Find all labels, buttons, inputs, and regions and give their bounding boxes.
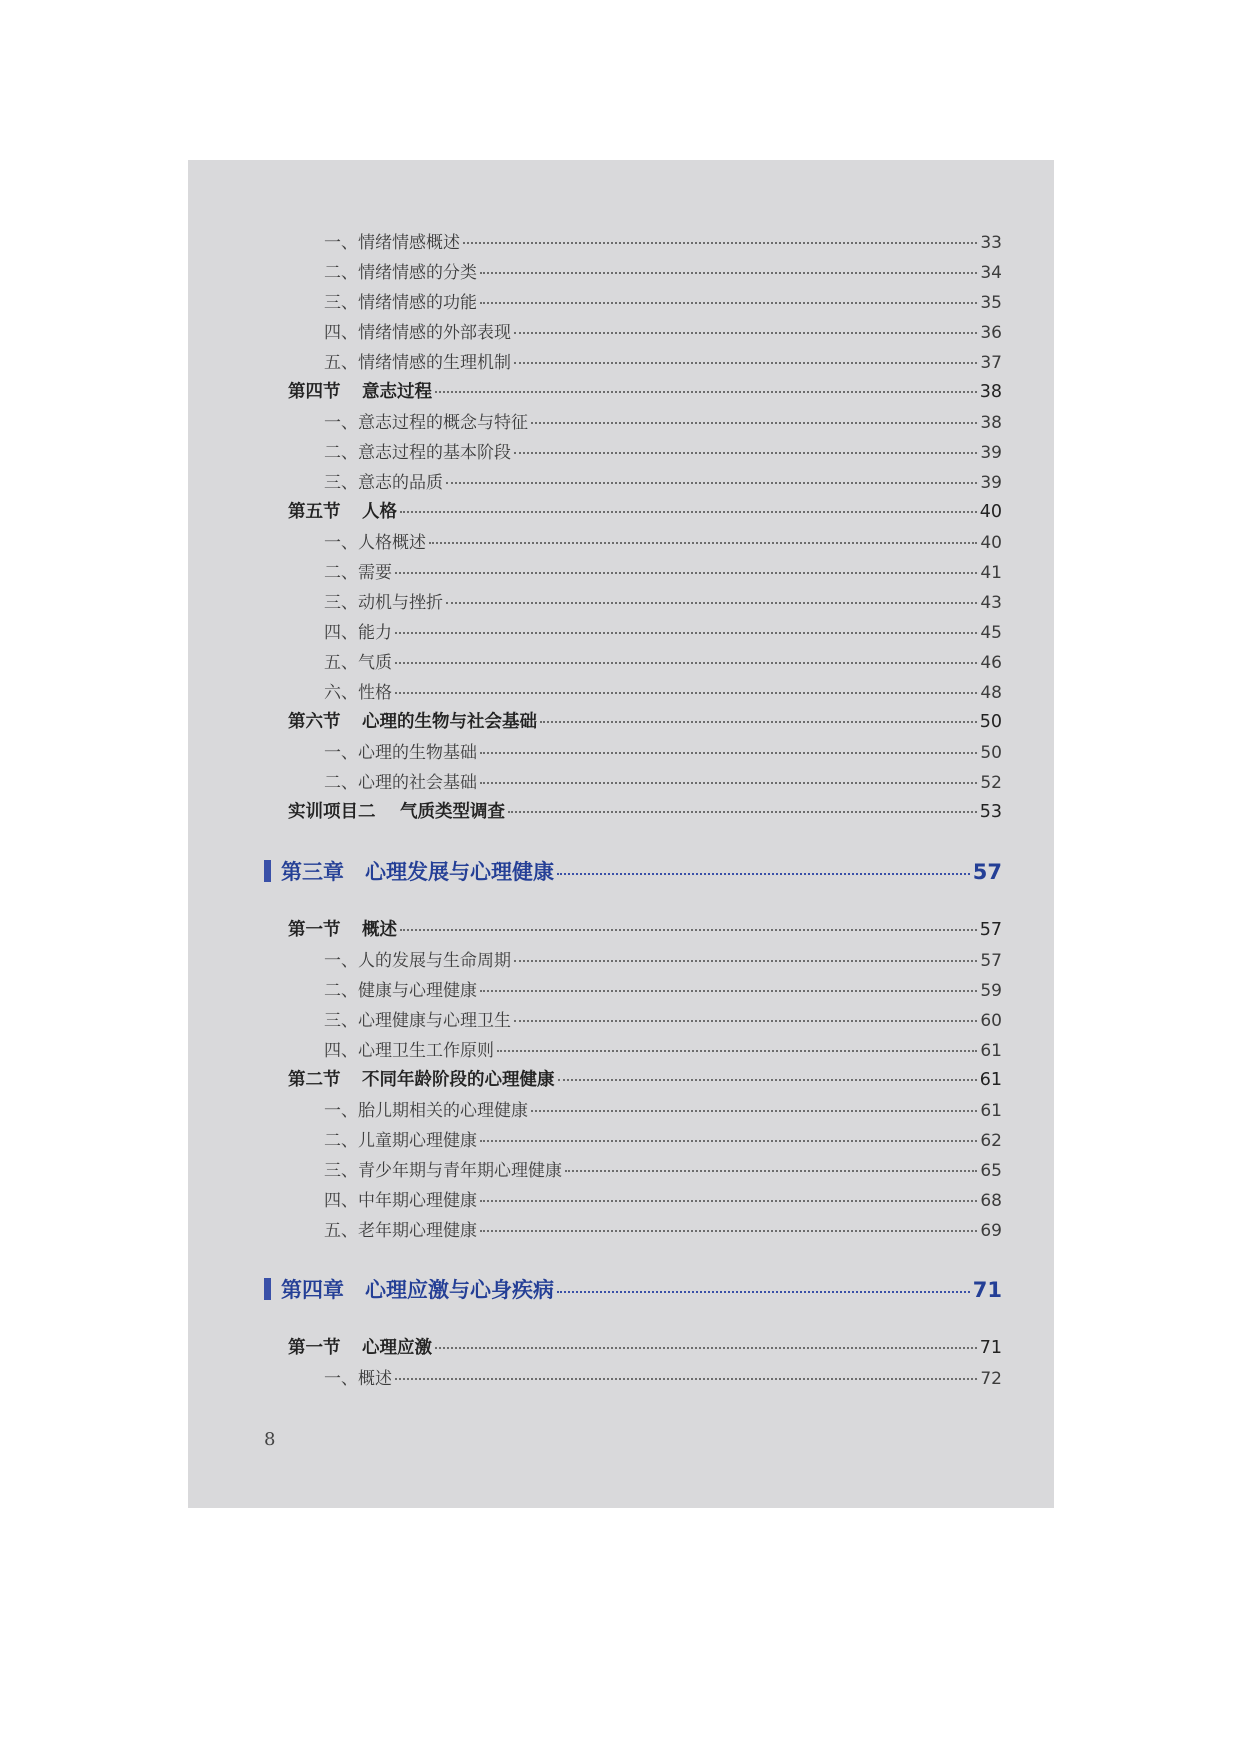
section-number: 第一节 <box>288 920 341 940</box>
entry-page: 57 <box>980 951 1002 971</box>
dot-leader <box>480 1140 977 1142</box>
dot-leader <box>531 1110 977 1112</box>
toc-entry <box>324 468 1002 493</box>
dot-leader <box>508 811 977 813</box>
toc-chapter <box>264 1274 1002 1304</box>
entry-number: 二、 <box>324 563 358 583</box>
toc-entry <box>324 228 1002 253</box>
toc-entry <box>324 528 1002 553</box>
entry-title: 青少年期与青年期心理健康 <box>358 1161 562 1181</box>
dot-leader <box>514 362 977 364</box>
dot-leader <box>435 391 977 393</box>
toc-section <box>288 1066 1002 1091</box>
toc-entry <box>324 1364 1002 1389</box>
entry-number: 三、 <box>324 593 358 613</box>
toc-section <box>288 1334 1002 1359</box>
chapter-marker-bar <box>264 860 271 882</box>
entry-title: 心理健康与心理卫生 <box>358 1011 511 1031</box>
section-page: 38 <box>979 382 1002 402</box>
entry-page: 34 <box>980 263 1002 283</box>
section-page: 71 <box>979 1338 1002 1358</box>
entry-title: 儿童期心理健康 <box>358 1131 477 1151</box>
entry-title: 概述 <box>358 1369 392 1389</box>
toc-entry <box>324 1186 1002 1211</box>
page-number: 8 <box>264 1429 276 1450</box>
entry-page: 37 <box>980 353 1002 373</box>
entry-title: 情绪情感概述 <box>358 233 460 253</box>
toc-entry <box>324 1036 1002 1061</box>
entry-page: 61 <box>980 1041 1002 1061</box>
dot-leader <box>480 1200 977 1202</box>
toc-chapter <box>264 856 1002 886</box>
dot-leader <box>395 572 977 574</box>
entry-number: 一、 <box>324 233 358 253</box>
dot-leader <box>435 1347 977 1349</box>
toc-entry <box>324 258 1002 283</box>
toc-entry <box>324 618 1002 643</box>
project-title: 气质类型调查 <box>400 802 505 822</box>
section-number: 第五节 <box>288 502 341 522</box>
section-title: 人格 <box>362 502 397 522</box>
entry-page: 69 <box>980 1221 1002 1241</box>
dot-leader <box>565 1170 977 1172</box>
entry-page: 62 <box>980 1131 1002 1151</box>
entry-page: 38 <box>980 413 1002 433</box>
dot-leader <box>514 960 977 962</box>
toc-entry <box>324 738 1002 763</box>
toc-entry <box>324 976 1002 1001</box>
entry-title: 情绪情感的功能 <box>358 293 477 313</box>
entry-title: 意志过程的基本阶段 <box>358 443 511 463</box>
entry-number: 四、 <box>324 323 358 343</box>
dot-leader <box>480 302 977 304</box>
entry-page: 43 <box>980 593 1002 613</box>
chapter-title: 心理应激与心身疾病 <box>365 1278 554 1302</box>
chapter-page: 71 <box>972 1278 1002 1302</box>
section-number: 第一节 <box>288 1338 341 1358</box>
entry-page: 46 <box>980 653 1002 673</box>
dot-leader <box>480 990 977 992</box>
entry-title: 人的发展与生命周期 <box>358 951 511 971</box>
dot-leader <box>463 242 977 244</box>
entry-number: 三、 <box>324 1161 358 1181</box>
entry-number: 二、 <box>324 263 358 283</box>
section-number: 第六节 <box>288 712 341 732</box>
entry-title: 情绪情感的生理机制 <box>358 353 511 373</box>
section-title: 心理应激 <box>362 1338 432 1358</box>
entry-number: 二、 <box>324 443 358 463</box>
dot-leader <box>558 1079 977 1081</box>
toc-entry <box>324 288 1002 313</box>
entry-title: 胎儿期相关的心理健康 <box>358 1101 528 1121</box>
dot-leader <box>514 452 977 454</box>
toc-entry <box>324 946 1002 971</box>
entry-number: 四、 <box>324 1191 358 1211</box>
section-page: 50 <box>979 712 1002 732</box>
entry-title: 心理的社会基础 <box>358 773 477 793</box>
dot-leader <box>429 542 977 544</box>
chapter-number: 第四章 <box>281 1278 344 1302</box>
toc-entry <box>324 1006 1002 1031</box>
entry-title: 能力 <box>358 623 392 643</box>
entry-title: 心理卫生工作原则 <box>358 1041 494 1061</box>
toc-section <box>288 378 1002 403</box>
entry-page: 72 <box>980 1369 1002 1389</box>
entry-page: 65 <box>980 1161 1002 1181</box>
entry-page: 61 <box>980 1101 1002 1121</box>
dot-leader <box>395 662 977 664</box>
section-page: 57 <box>979 920 1002 940</box>
entry-title: 情绪情感的分类 <box>358 263 477 283</box>
entry-number: 三、 <box>324 293 358 313</box>
dot-leader <box>400 929 977 931</box>
entry-title: 意志的品质 <box>358 473 443 493</box>
section-number: 第二节 <box>288 1070 341 1090</box>
entry-page: 39 <box>980 473 1002 493</box>
dot-leader <box>540 721 977 723</box>
dot-leader <box>395 692 977 694</box>
project-page: 53 <box>979 802 1002 822</box>
entry-title: 性格 <box>358 683 392 703</box>
entry-title: 气质 <box>358 653 392 673</box>
dot-leader <box>557 873 970 875</box>
entry-number: 一、 <box>324 743 358 763</box>
dot-leader <box>395 632 977 634</box>
project-number: 实训项目二 <box>288 802 376 822</box>
entry-number: 四、 <box>324 1041 358 1061</box>
entry-page: 60 <box>980 1011 1002 1031</box>
dot-leader <box>395 1378 977 1380</box>
dot-leader <box>480 752 977 754</box>
toc-entry <box>324 408 1002 433</box>
toc-entry <box>324 318 1002 343</box>
dot-leader <box>446 482 977 484</box>
dot-leader <box>400 511 977 513</box>
entry-number: 一、 <box>324 951 358 971</box>
chapter-number: 第三章 <box>281 860 344 884</box>
entry-number: 五、 <box>324 653 358 673</box>
entry-page: 39 <box>980 443 1002 463</box>
entry-number: 二、 <box>324 773 358 793</box>
entry-page: 40 <box>980 533 1002 553</box>
dot-leader <box>557 1291 970 1293</box>
dot-leader <box>480 1230 977 1232</box>
dot-leader <box>531 422 977 424</box>
entry-page: 33 <box>980 233 1002 253</box>
entry-title: 老年期心理健康 <box>358 1221 477 1241</box>
toc-entry <box>324 588 1002 613</box>
chapter-title: 心理发展与心理健康 <box>365 860 554 884</box>
section-title: 意志过程 <box>362 382 432 402</box>
entry-number: 一、 <box>324 413 358 433</box>
section-number: 第四节 <box>288 382 341 402</box>
entry-title: 中年期心理健康 <box>358 1191 477 1211</box>
toc-section <box>288 498 1002 523</box>
section-title: 不同年龄阶段的心理健康 <box>362 1070 555 1090</box>
entry-title: 情绪情感的外部表现 <box>358 323 511 343</box>
entry-number: 一、 <box>324 533 358 553</box>
entry-number: 五、 <box>324 1221 358 1241</box>
dot-leader <box>446 602 977 604</box>
entry-page: 48 <box>980 683 1002 703</box>
entry-page: 68 <box>980 1191 1002 1211</box>
entry-page: 50 <box>980 743 1002 763</box>
entry-title: 健康与心理健康 <box>358 981 477 1001</box>
toc-section <box>288 916 1002 941</box>
chapter-marker-bar <box>264 1278 271 1300</box>
entry-number: 一、 <box>324 1369 358 1389</box>
entry-number: 二、 <box>324 1131 358 1151</box>
section-title: 概述 <box>362 920 397 940</box>
entry-number: 四、 <box>324 623 358 643</box>
entry-page: 52 <box>980 773 1002 793</box>
chapter-page: 57 <box>972 860 1002 884</box>
entry-title: 动机与挫折 <box>358 593 443 613</box>
entry-title: 意志过程的概念与特征 <box>358 413 528 433</box>
book-page <box>188 160 1054 1508</box>
entry-title: 需要 <box>358 563 392 583</box>
dot-leader <box>514 332 977 334</box>
entry-number: 五、 <box>324 353 358 373</box>
toc-entry <box>324 558 1002 583</box>
toc-entry <box>324 1126 1002 1151</box>
toc-entry <box>324 438 1002 463</box>
entry-page: 41 <box>980 563 1002 583</box>
entry-page: 45 <box>980 623 1002 643</box>
entry-title: 心理的生物基础 <box>358 743 477 763</box>
toc-entry <box>324 1156 1002 1181</box>
entry-number: 一、 <box>324 1101 358 1121</box>
toc-entry <box>324 768 1002 793</box>
toc-entry <box>324 1216 1002 1241</box>
toc-entry <box>324 348 1002 373</box>
entry-page: 35 <box>980 293 1002 313</box>
section-page: 40 <box>979 502 1002 522</box>
toc-entry <box>324 648 1002 673</box>
toc-training-project <box>288 798 1002 823</box>
entry-number: 三、 <box>324 473 358 493</box>
toc-section <box>288 708 1002 733</box>
dot-leader <box>514 1020 977 1022</box>
toc-entry <box>324 1096 1002 1121</box>
dot-leader <box>480 272 977 274</box>
dot-leader <box>480 782 977 784</box>
entry-title: 人格概述 <box>358 533 426 553</box>
section-page: 61 <box>979 1070 1002 1090</box>
entry-page: 36 <box>980 323 1002 343</box>
entry-number: 六、 <box>324 683 358 703</box>
entry-number: 三、 <box>324 1011 358 1031</box>
toc-entry <box>324 678 1002 703</box>
entry-number: 二、 <box>324 981 358 1001</box>
dot-leader <box>497 1050 977 1052</box>
section-title: 心理的生物与社会基础 <box>362 712 537 732</box>
entry-page: 59 <box>980 981 1002 1001</box>
